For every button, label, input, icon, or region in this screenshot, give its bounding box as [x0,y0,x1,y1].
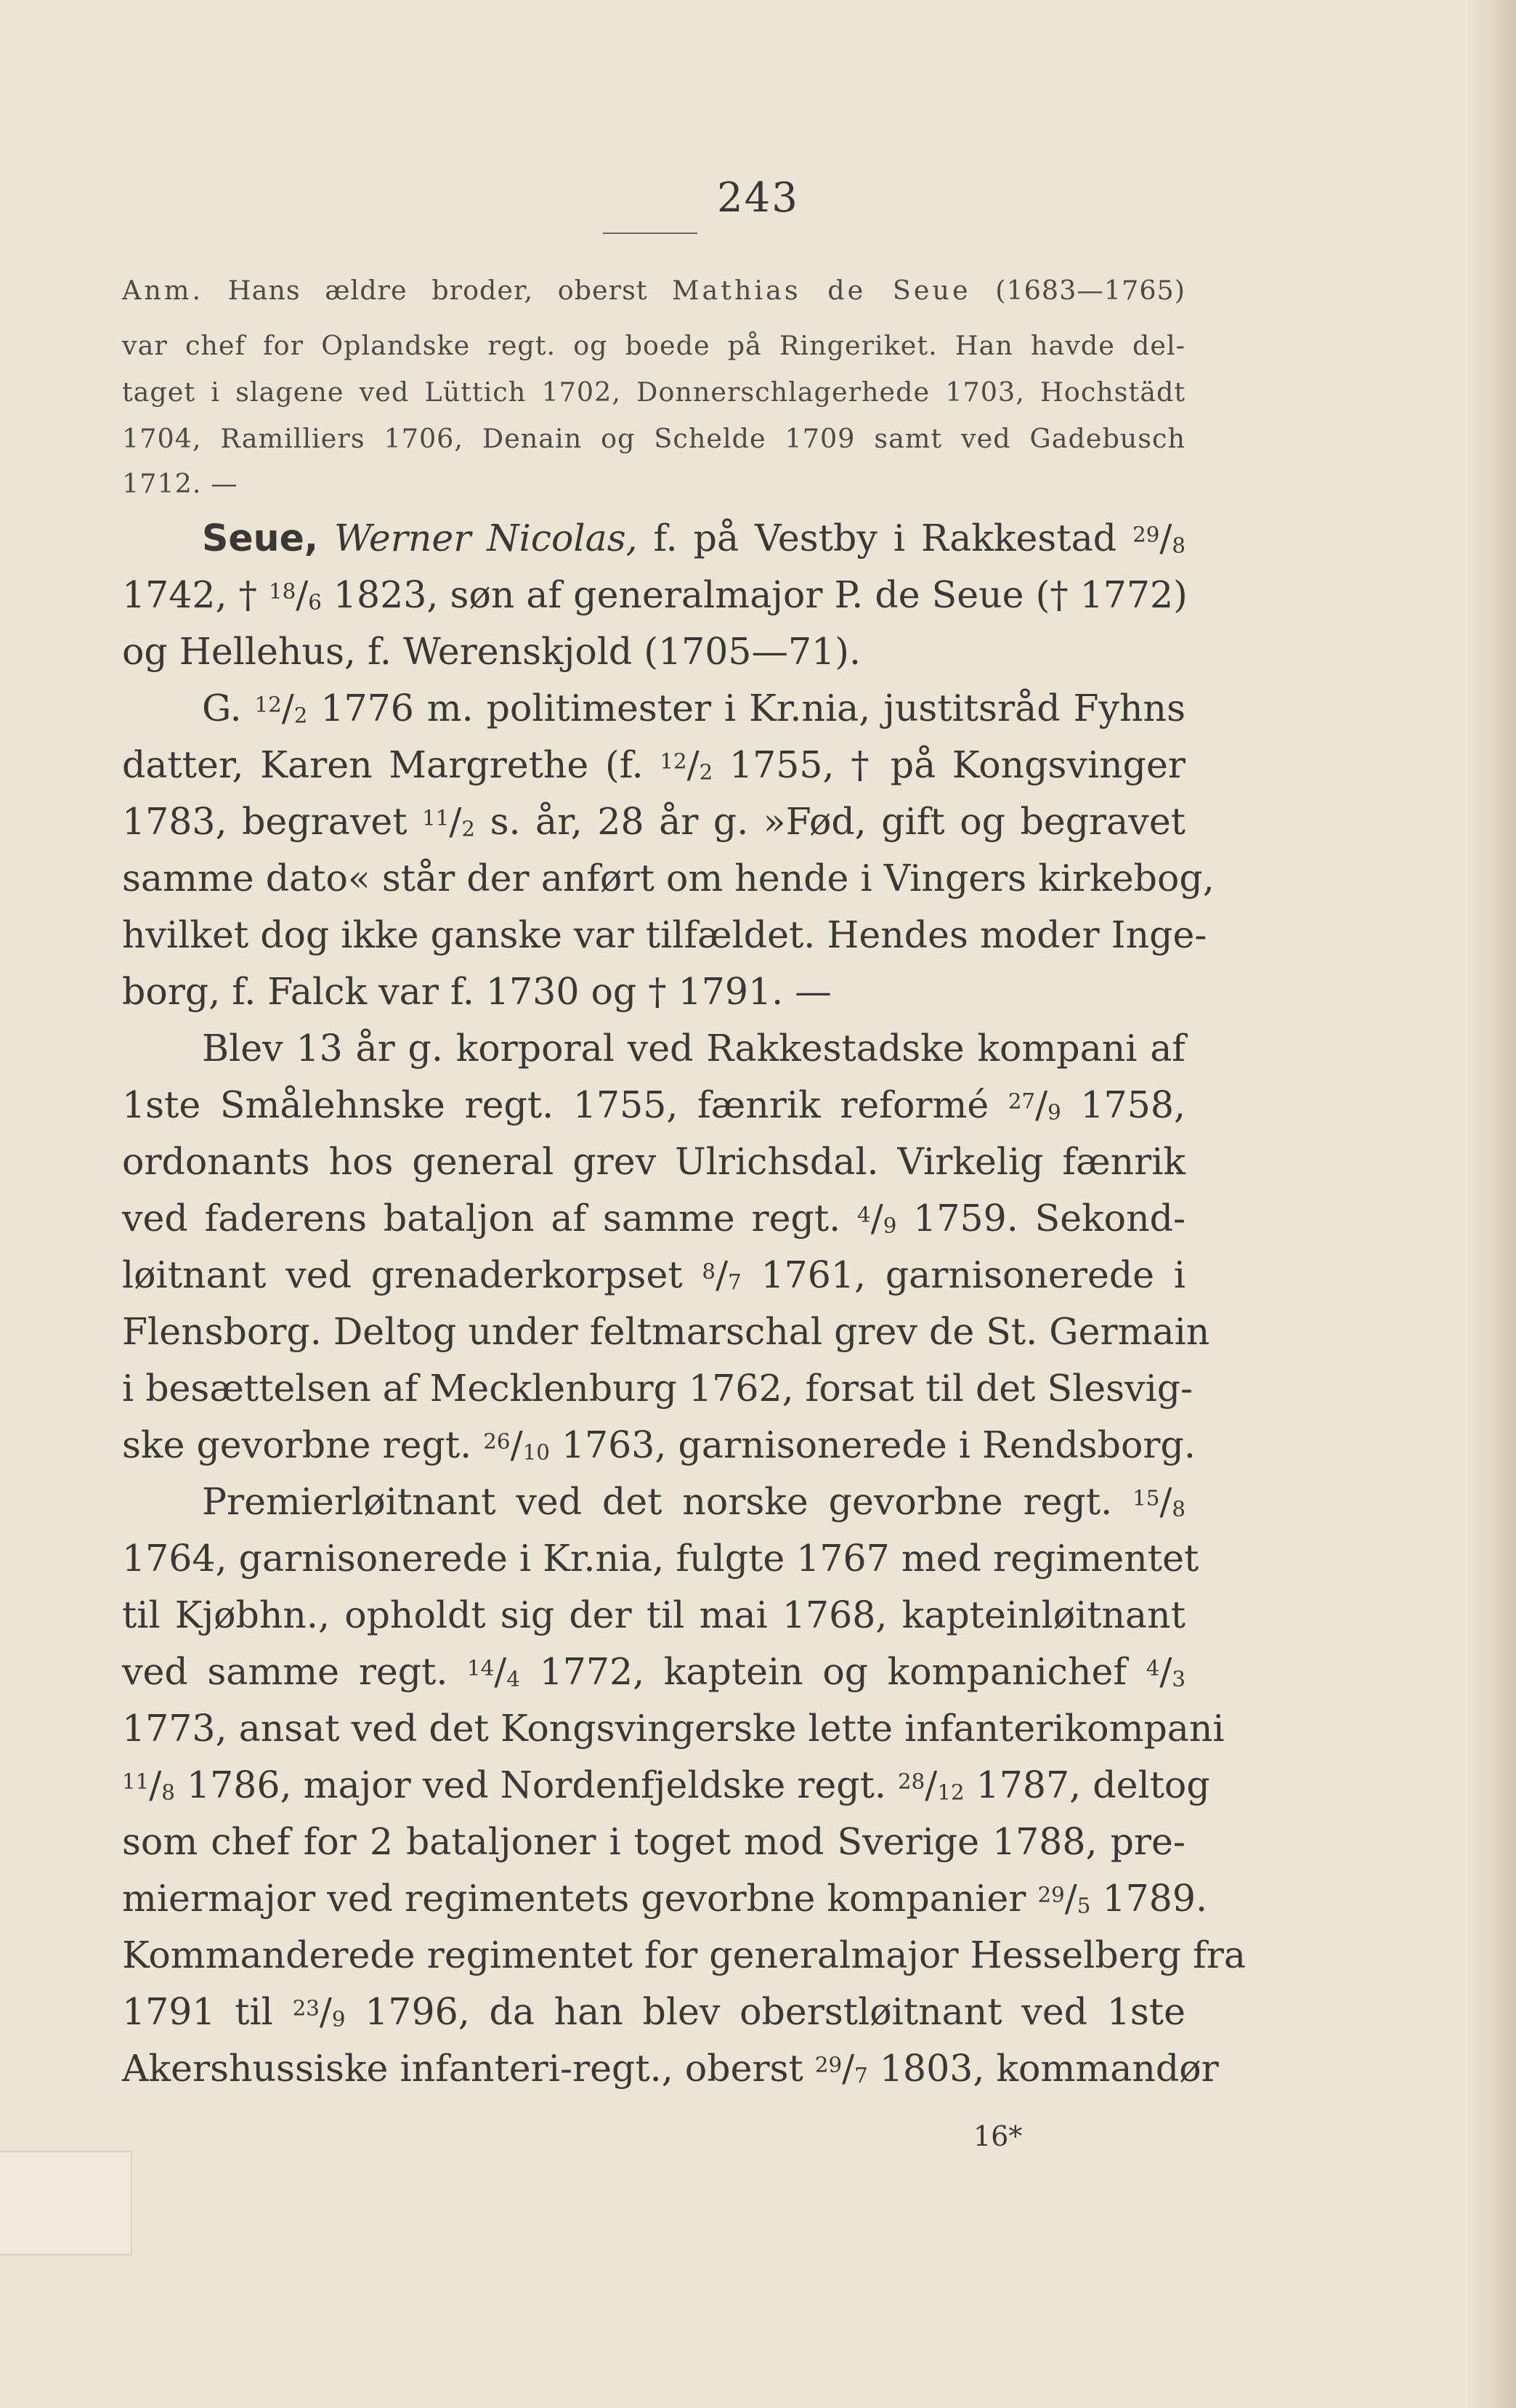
entry-line-21: ved samme regt. $^{14}$/4 1772, kaptein og kompanichef $^4$/3 [122,1650,1185,1693]
entry-line-2: 1742, † $^{18}$/6 1823, søn af generalmajor P. de Seue († 1772) [122,573,1188,616]
entry-line-18: Premierløitnant ved det norske gevorbne regt. $^{15}$/8 [202,1480,1185,1523]
entry-line-13: ved faderens bataljon af samme regt. $^4$/9 1759. Sekond- [122,1197,1186,1240]
entry-line-19: 1764, garnisonerede i Kr.nia, fulgte 1767 med regimentet [122,1537,1199,1580]
entry-line-8: hvilket dog ikke ganske var tilfældet. Hendes moder Inge- [122,913,1207,956]
entry-line-6: 1783, begravet $^{11}$/2 s. år, 28 år g. »Fød, gift og begravet [122,800,1185,843]
entry-line-23: $^{11}$/8 1786, major ved Nordenfjeldske regt. $^{28}$/12 1787, deltog [122,1763,1210,1806]
entry-line-15: Flensborg. Deltog under feltmarschal grev de St. Germain [122,1310,1210,1353]
entry-line-27: 1791 til $^{23}$/9 1796, da han blev oberstløitnant ved 1ste [122,1990,1185,2033]
entry-line-24: som chef for 2 bataljoner i toget mod Sverige 1788, pre- [122,1820,1185,1863]
entry-line-22: 1773, ansat ved det Kongsvingerske lette infanterikompani [122,1707,1225,1750]
entry-line-4: G. $^{12}$/2 1776 m. politimester i Kr.nia, justitsråd Fyhns [202,687,1185,730]
page-number-rule [603,233,697,234]
entry-line-5: datter, Karen Margrethe (f. $^{12}$/2 1755, † på Kongsvinger [122,743,1185,786]
entry-line-11: 1ste Smålehnske regt. 1755, fænrik reformé $^{27}$/9 1758, [122,1083,1186,1126]
entry-line-17: ske gevorbne regt. $^{26}$/10 1763, garnisonerede i Rendsborg. [122,1423,1196,1466]
note-line-2: var chef for Oplandske regt. og boede på Ringeriket. Han havde del- [122,330,1185,361]
page-tab-mark [0,2151,132,2255]
entry-line-14: løitnant ved grenaderkorpset $^8$/7 1761, garnisonerede i [122,1253,1185,1296]
entry-line-25: miermajor ved regimentets gevorbne kompanier $^{29}$/5 1789. [122,1877,1208,1920]
entry-line-26: Kommanderede regimentet for generalmajor Hesselberg fra [122,1934,1247,1976]
entry-line-16: i besættelsen af Mecklenburg 1762, forsat til det Slesvig- [122,1367,1193,1410]
note-person: Mathias de Seue [672,275,971,306]
page-number: 243 [717,174,799,222]
entry-line-3: og Hellehus, f. Werenskjold (1705—71). [122,630,862,673]
note-label: Anm. [122,275,204,306]
sheet-signature: 16* [973,2120,1023,2152]
note-line-5: 1712. — [122,468,238,499]
entry-given-names: Werner Nicolas, [334,517,638,559]
note-line-1: Anm. Hans ældre broder, oberst Mathias de Seue (1683—1765) [122,275,1185,306]
entry-line-9: borg, f. Falck var f. 1730 og † 1791. — [122,970,832,1013]
entry-line-7: samme dato« står der anført om hende i Vingers kirkebog, [122,857,1215,900]
note-line-4: 1704, Ramilliers 1706, Denain og Schelde 1709 samt ved Gadebusch [122,423,1185,454]
entry-line-10: Blev 13 år g. korporal ved Rakkestadske kompani af [202,1027,1185,1070]
entry-line-28: Akershussiske infanteri-regt., oberst $^{29}$/7 1803, kommandør [122,2047,1219,2090]
page-edge-shadow [1465,0,1516,2408]
entry-line-12: ordonants hos general grev Ulrichsdal. Virkelig fænrik [122,1140,1185,1183]
entry-line-1: Seue, Werner Nicolas, f. på Vestby i Rakkestad $^{29}$/8 [202,517,1185,559]
entry-line-20: til Kjøbhn., opholdt sig der til mai 1768, kapteinløitnant [122,1593,1185,1636]
entry-surname: Seue, [202,517,319,559]
note-line-3: taget i slagene ved Lüttich 1702, Donnerschlagerhede 1703, Hochstädt [122,376,1185,408]
